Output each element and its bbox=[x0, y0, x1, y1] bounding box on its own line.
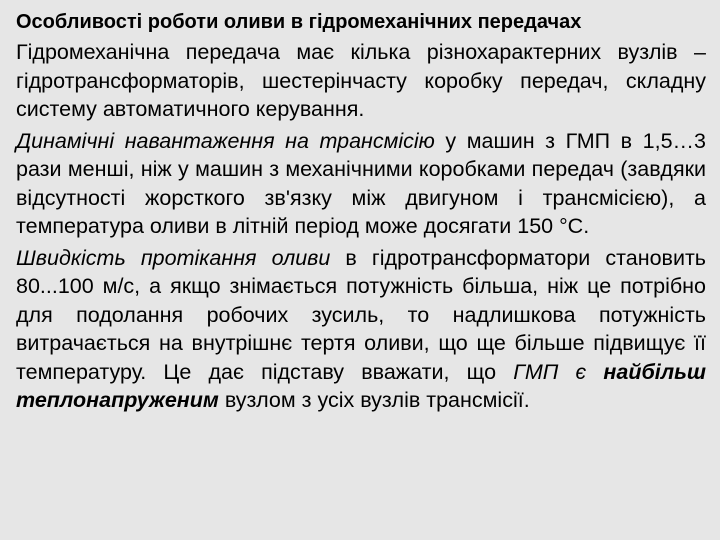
paragraph-1-text: Гідромеханічна передача має кілька різнохарактерних вузлів – гідротрансформаторів, шестерінчасту коробку передач, складну систему автоматичного керування. bbox=[16, 40, 706, 121]
slide-title: Особливості роботи оливи в гідромеханічних передачах bbox=[16, 11, 582, 33]
paragraph-3 bbox=[16, 244, 706, 415]
paragraph-3-conclusion-prefix: ГМП є bbox=[513, 359, 604, 384]
paragraph-1 bbox=[16, 38, 706, 124]
slide-content bbox=[16, 8, 706, 418]
paragraph-2-italic-lead: Динамічні навантаження на трансмісію bbox=[16, 128, 435, 153]
paragraph-2-text: у машин з ГМП в 1,5…3 рази менші, ніж у машин з механічними коробками передач (завдяки відсутності жорсткого зв'язку між двигуном і трансмісією), а температура оливи в літній період може досягати 150 °С. bbox=[16, 128, 706, 238]
paragraph-3-text-end: вузлом з усіх вузлів трансмісії. bbox=[218, 388, 530, 412]
paragraph-3-italic-lead: Швидкість протікання оливи bbox=[16, 245, 331, 270]
paragraph-3-text: в гідротрансформатори становить 80...100 м/с, а якщо знімається потужність більша, ніж це потрібно для подолання робочих зусиль, то надлишкова потужність витрачається на внутрішнє тертя оливи, що ще більше підвищує її температуру. Це дає підставу вважати, що bbox=[16, 245, 707, 384]
paragraph-2 bbox=[16, 127, 706, 241]
paragraph-3-conclusion-emphasis: найбільш теплонапруженим bbox=[16, 359, 706, 412]
